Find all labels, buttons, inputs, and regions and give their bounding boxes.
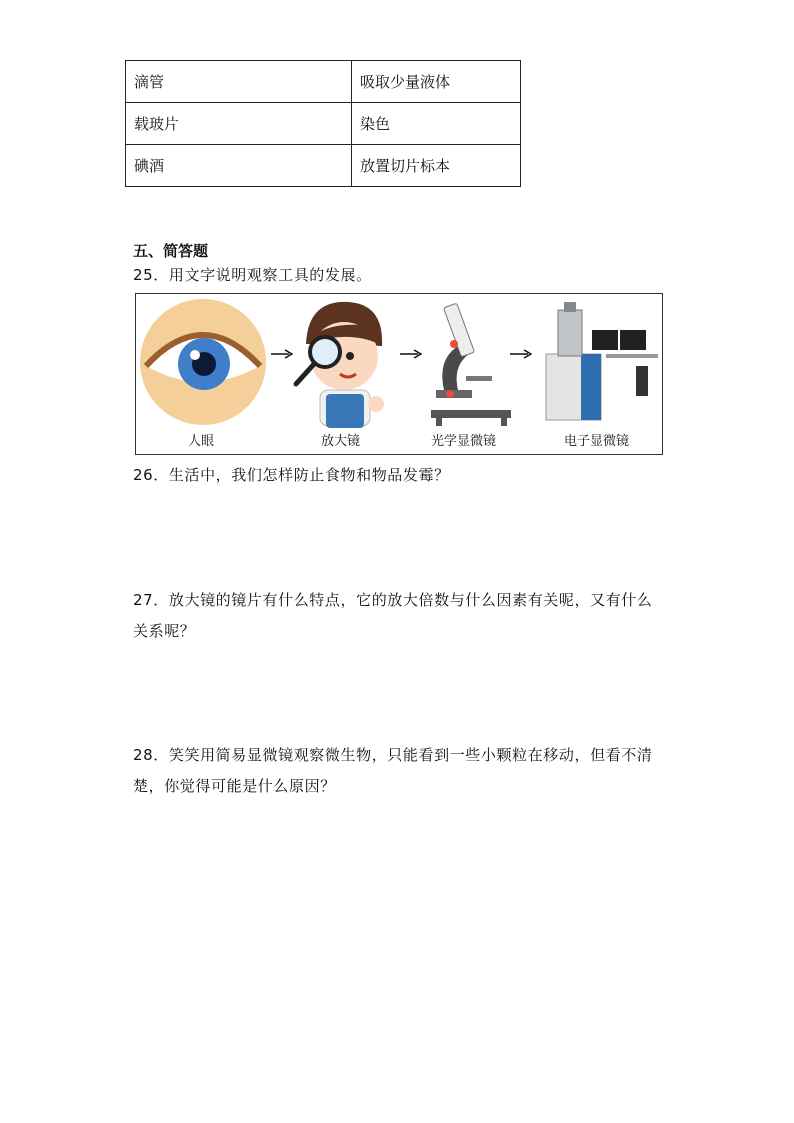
table-cell: 滴管 bbox=[126, 61, 352, 103]
question-28-line2: 楚，你觉得可能是什么原因？ bbox=[133, 777, 336, 795]
caption-eye: 人眼 bbox=[188, 434, 215, 449]
section-title: 五、简答题 bbox=[133, 242, 209, 260]
caption-optical-microscope: 光学显微镜 bbox=[431, 434, 497, 449]
table-cell: 染色 bbox=[352, 103, 521, 145]
question-28-line1: 28．笑笑用简易显微镜观察微生物，只能看到一些小颗粒在移动，但看不清 bbox=[133, 746, 653, 764]
matching-table bbox=[125, 60, 521, 187]
eye-icon bbox=[140, 299, 266, 425]
question-27-line2: 关系呢？ bbox=[133, 622, 196, 640]
table-row bbox=[126, 145, 521, 187]
magnifier-boy-icon bbox=[296, 302, 384, 428]
optical-microscope-icon bbox=[431, 303, 511, 426]
table-cell: 吸取少量液体 bbox=[352, 61, 521, 103]
table-cell: 载玻片 bbox=[126, 103, 352, 145]
question-25: 25．用文字说明观察工具的发展。 bbox=[133, 266, 372, 284]
electron-microscope-icon bbox=[546, 302, 658, 420]
observation-tools-figure bbox=[135, 293, 663, 455]
caption-magnifier: 放大镜 bbox=[321, 434, 361, 449]
table-cell: 碘酒 bbox=[126, 145, 352, 187]
question-27-line1: 27．放大镜的镜片有什么特点，它的放大倍数与什么因素有关呢，又有什么 bbox=[133, 591, 653, 609]
table-cell: 放置切片标本 bbox=[352, 145, 521, 187]
table-row bbox=[126, 61, 521, 103]
question-26: 26．生活中，我们怎样防止食物和物品发霉？ bbox=[133, 466, 450, 484]
table-row bbox=[126, 103, 521, 145]
caption-electron-microscope: 电子显微镜 bbox=[564, 434, 630, 449]
